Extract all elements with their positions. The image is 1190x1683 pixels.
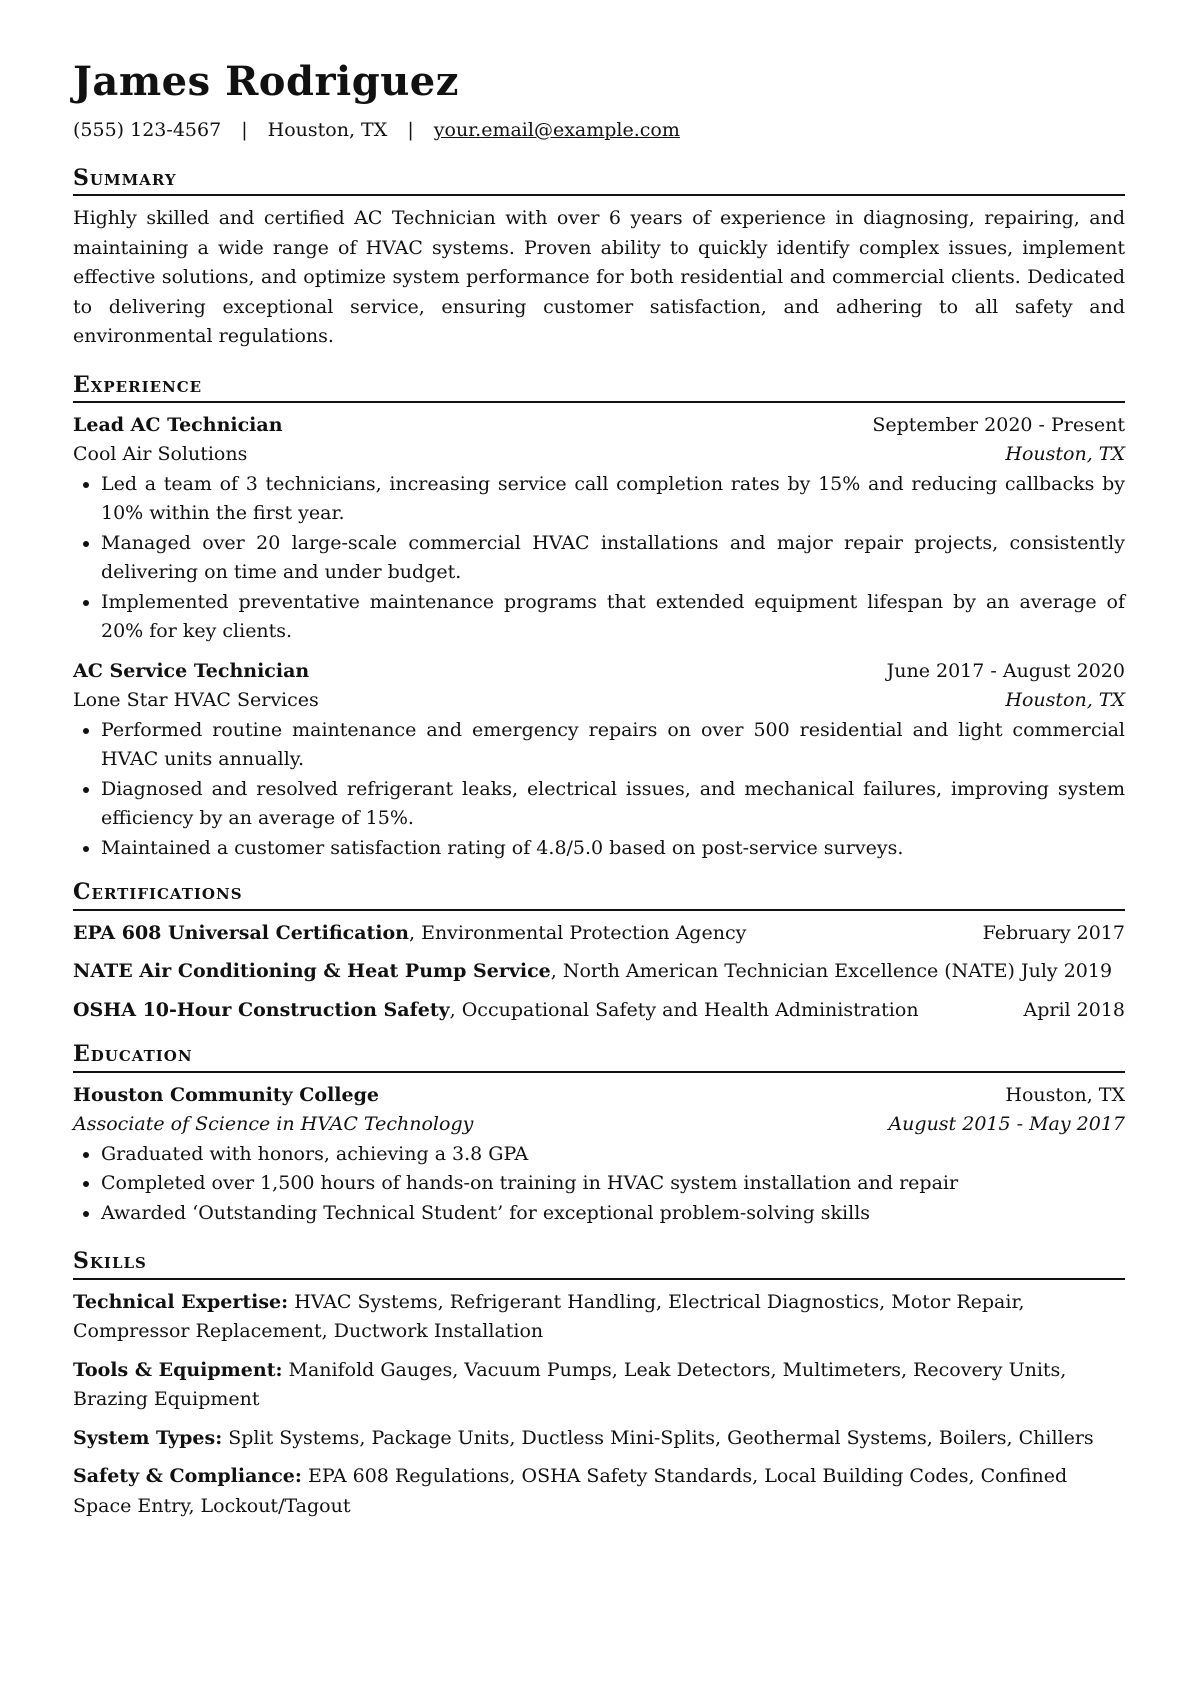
list-item: • Managed over 20 large-scale commercial HVAC installations and major repair projects, consistently delivering on time and under budget. [101,529,1125,588]
email-link[interactable]: your.email@example.com [433,119,680,141]
certification-text [73,996,1013,1026]
certification-date: July 2019 [1021,960,1113,983]
job-bullets [73,716,1125,864]
section-title-skills: Skills [73,1248,1125,1279]
job-entry [73,411,1125,647]
education-bullets [73,1140,1125,1229]
job-dates: September 2020 - Present [872,413,1125,436]
separator: | [407,119,414,141]
skill-label: System Types: [73,1426,223,1449]
phone-number: (555) 123-4567 [73,119,222,141]
list-item: • Maintained a customer satisfaction rating of 4.8/5.0 based on post-service surveys. [101,834,1125,864]
certification-name: OSHA 10-Hour Construction Safety [73,998,450,1021]
job-entry [73,657,1125,864]
candidate-name: James Rodriguez [73,58,459,105]
job-header [73,657,1125,687]
resume-page [73,58,1125,1530]
education-dates: August 2015 - May 2017 [888,1113,1125,1136]
certifications-section [73,879,1125,1025]
job-subheader [73,440,1125,470]
job-bullets [73,470,1125,647]
job-location: Houston, TX [1005,443,1125,466]
certification-text [73,919,973,949]
skill-items: Split Systems, Package Units, Ductless Mini-Splits, Geothermal Systems, Boilers, Chillers [222,1426,1094,1449]
certification-item [73,996,1125,1026]
skill-group [73,1356,1125,1415]
job-location: Houston, TX [1005,689,1125,712]
summary-text: Highly skilled and certified AC Technician with over 6 years of experience in diagnosing, repairing, and maintaining a wide range of HVAC systems. Proven ability to quickly identify complex issues, implement effective solutions, and optimize system performance for both residential and commercial clients. Dedicated to delivering exceptional service, ensuring customer satisfaction, and adhering to all safety and environmental regulations. [73,207,1125,348]
separator: | [241,119,248,141]
skill-label: Safety & Compliance: [73,1465,302,1488]
job-company: Cool Air Solutions [73,443,248,466]
job-dates: June 2017 - August 2020 [886,659,1125,682]
job-subheader [73,686,1125,716]
skill-group [73,1424,1125,1454]
location: Houston, TX [267,119,388,141]
certification-issuer: , North American Technician Excellence (NATE) [550,960,1015,983]
skills-section [73,1248,1125,1521]
certification-issuer: , Environmental Protection Agency [409,921,747,944]
certification-name: NATE Air Conditioning & Heat Pump Service [73,960,551,983]
education-section [73,1041,1125,1228]
list-item: • Implemented preventative maintenance programs that extended equipment lifespan by an average of 20% for key clients. [101,588,1125,647]
certification-item [73,919,1125,949]
section-title-certifications: Certifications [73,879,1125,910]
experience-section [73,372,1125,864]
school-location: Houston, TX [1005,1083,1125,1106]
list-item: • Awarded ‘Outstanding Technical Student’ for exceptional problem-solving skills [101,1199,1125,1229]
certification-date: April 2018 [1023,998,1125,1021]
section-title-summary: Summary [73,165,1125,196]
skill-label: Tools & Equipment: [73,1358,283,1381]
skill-items: HVAC Systems, Refrigerant Handling, Electrical Diagnostics, Motor Repair, Compressor Replacement, Ductwork Installation [73,1290,1025,1343]
school-name: Houston Community College [73,1083,379,1106]
job-role: Lead AC Technician [73,413,283,436]
education-subheader [73,1110,1125,1140]
certification-date: February 2017 [982,921,1125,944]
job-company: Lone Star HVAC Services [73,689,319,712]
skill-label: Technical Expertise: [73,1290,289,1313]
section-title-experience: Experience [73,372,1125,403]
list-item: • Performed routine maintenance and emergency repairs on over 500 residential and light commercial HVAC units annually. [101,716,1125,775]
list-item: • Completed over 1,500 hours of hands-on training in HVAC system installation and repair [101,1169,1125,1199]
certification-item [73,957,1125,987]
list-item: • Led a team of 3 technicians, increasing service call completion rates by 15% and reducing callbacks by 10% within the first year. [101,470,1125,529]
contact-line [73,118,1125,143]
degree: Associate of Science in HVAC Technology [73,1113,474,1136]
skill-items: EPA 608 Regulations, OSHA Safety Standards, Local Building Codes, Confined Space Entry, Lockout/Tagout [73,1465,1068,1517]
summary-section [73,165,1125,352]
list-item: • Graduated with honors, achieving a 3.8 GPA [101,1140,1125,1170]
job-header [73,411,1125,441]
skill-group [73,1462,1125,1521]
certification-name: EPA 608 Universal Certification [73,921,409,944]
job-role: AC Service Technician [73,659,310,682]
list-item: • Diagnosed and resolved refrigerant leaks, electrical issues, and mechanical failures, improving system efficiency by an average of 15%. [101,775,1125,834]
education-header [73,1081,1125,1111]
section-title-education: Education [73,1041,1125,1072]
skill-group [73,1288,1125,1347]
skill-items: Manifold Gauges, Vacuum Pumps, Leak Detectors, Multimeters, Recovery Units, Brazing Equipment [73,1358,1067,1411]
certification-issuer: , Occupational Safety and Health Administration [449,998,919,1021]
